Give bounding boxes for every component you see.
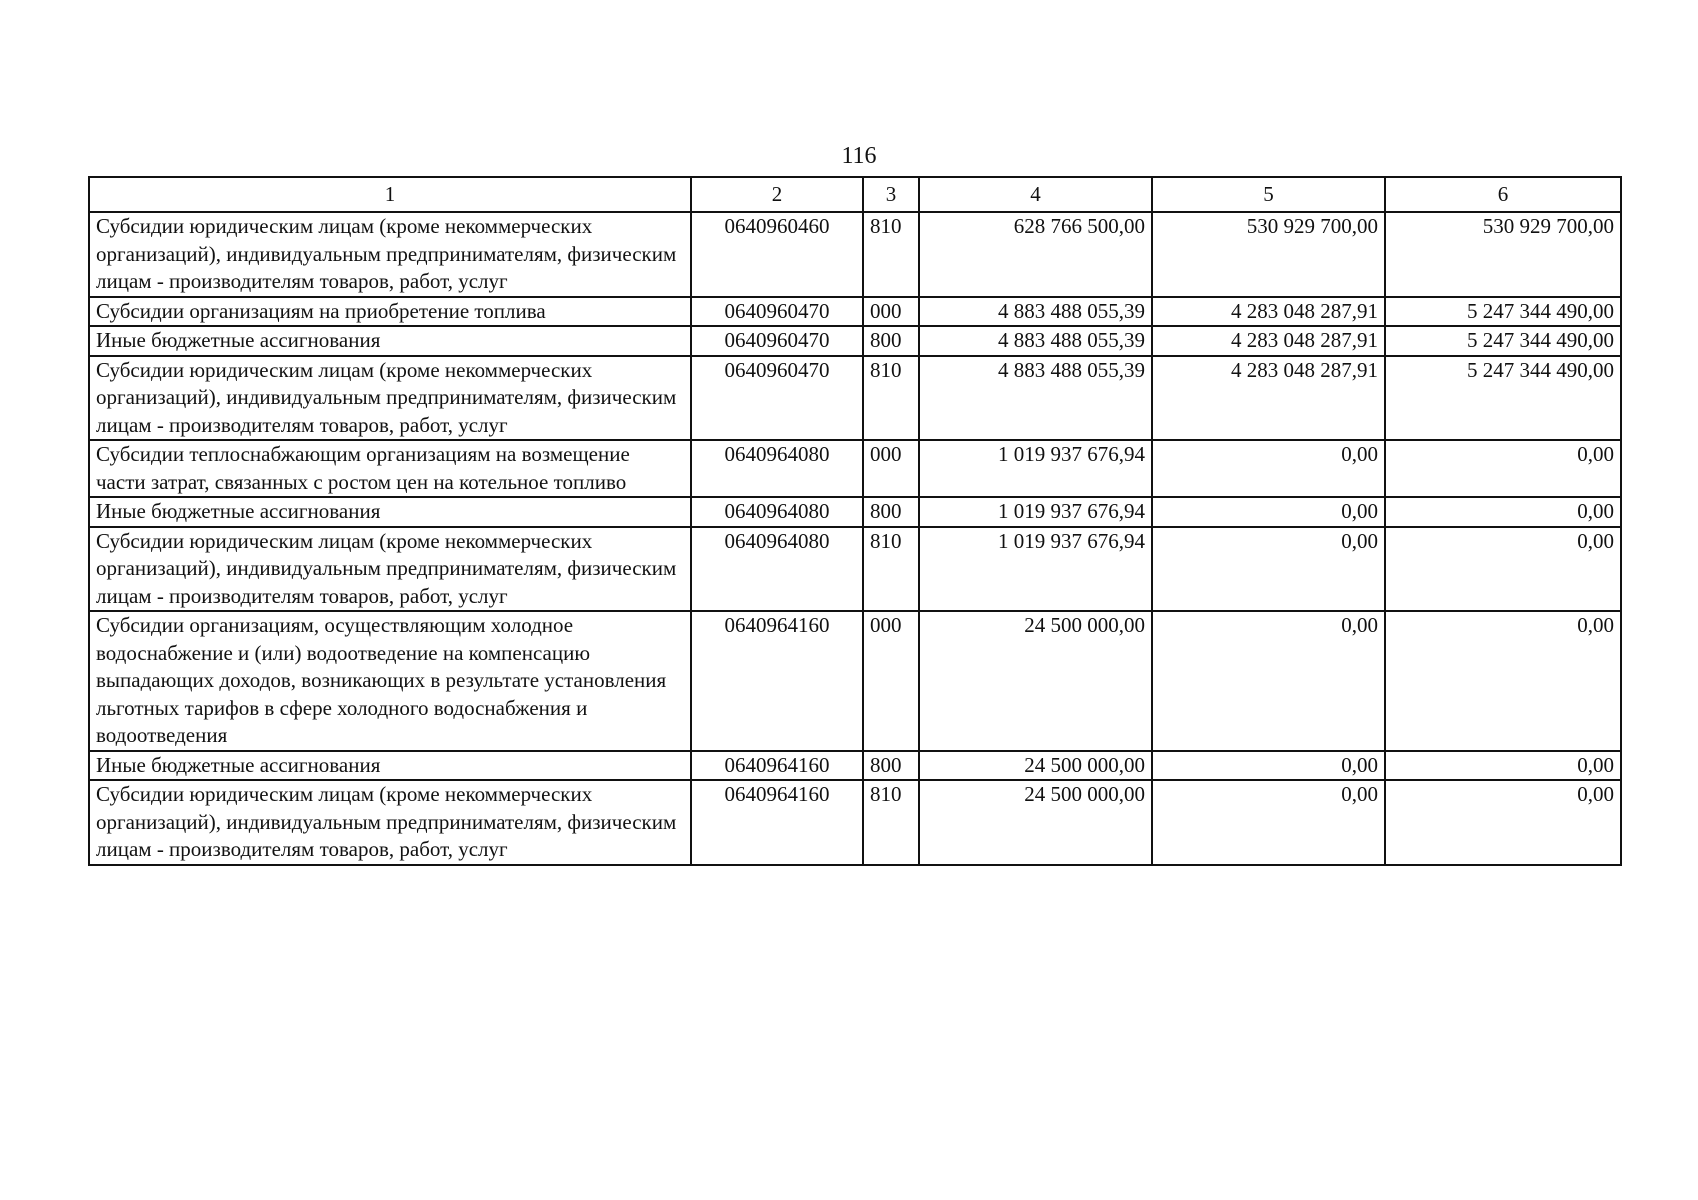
row-amount-col5: 4 283 048 287,91 — [1152, 356, 1385, 441]
row-target-code: 0640964080 — [691, 527, 863, 612]
row-amount-col4: 24 500 000,00 — [919, 780, 1152, 865]
table-row — [89, 212, 1621, 297]
row-name: Субсидии юридическим лицам (кроме некоммерческих организаций), индивидуальным предпринимателям, физическим лицам - производителям товаров, работ, услуг — [89, 780, 691, 865]
row-amount-col6: 0,00 — [1385, 497, 1621, 527]
row-expense-type: 000 — [863, 440, 919, 497]
row-expense-type: 810 — [863, 356, 919, 441]
row-target-code: 0640964160 — [691, 780, 863, 865]
row-amount-col5: 0,00 — [1152, 780, 1385, 865]
table-body — [89, 212, 1621, 865]
row-amount-col5: 0,00 — [1152, 440, 1385, 497]
row-amount-col6: 0,00 — [1385, 527, 1621, 612]
row-amount-col4: 4 883 488 055,39 — [919, 356, 1152, 441]
row-amount-col6: 0,00 — [1385, 780, 1621, 865]
row-target-code: 0640960460 — [691, 212, 863, 297]
row-name: Субсидии организациям, осуществляющим холодное водоснабжение и (или) водоотведение на компенсацию выпадающих доходов, возникающих в результате установления льготных тарифов в сфере холодного водоснабжения и водоотведения — [89, 611, 691, 751]
row-expense-type: 000 — [863, 611, 919, 751]
row-target-code: 0640964160 — [691, 751, 863, 781]
row-expense-type: 810 — [863, 780, 919, 865]
table-header — [89, 177, 1621, 212]
row-expense-type: 810 — [863, 212, 919, 297]
row-amount-col5: 0,00 — [1152, 611, 1385, 751]
row-name: Иные бюджетные ассигнования — [89, 326, 691, 356]
header-col-4: 4 — [919, 177, 1152, 212]
row-amount-col5: 0,00 — [1152, 497, 1385, 527]
header-col-6: 6 — [1385, 177, 1621, 212]
row-amount-col5: 4 283 048 287,91 — [1152, 297, 1385, 327]
row-expense-type: 810 — [863, 527, 919, 612]
row-target-code: 0640964160 — [691, 611, 863, 751]
row-target-code: 0640960470 — [691, 356, 863, 441]
budget-table — [88, 176, 1622, 866]
row-name: Иные бюджетные ассигнования — [89, 751, 691, 781]
row-name: Субсидии юридическим лицам (кроме некоммерческих организаций), индивидуальным предпринимателям, физическим лицам - производителям товаров, работ, услуг — [89, 212, 691, 297]
row-name: Иные бюджетные ассигнования — [89, 497, 691, 527]
row-expense-type: 800 — [863, 751, 919, 781]
row-amount-col6: 530 929 700,00 — [1385, 212, 1621, 297]
row-amount-col6: 0,00 — [1385, 440, 1621, 497]
row-amount-col5: 4 283 048 287,91 — [1152, 326, 1385, 356]
row-amount-col6: 5 247 344 490,00 — [1385, 326, 1621, 356]
table-row — [89, 527, 1621, 612]
table-row — [89, 297, 1621, 327]
table-row — [89, 780, 1621, 865]
row-amount-col4: 4 883 488 055,39 — [919, 297, 1152, 327]
row-amount-col4: 1 019 937 676,94 — [919, 440, 1152, 497]
row-expense-type: 800 — [863, 497, 919, 527]
header-col-3: 3 — [863, 177, 919, 212]
row-target-code: 0640960470 — [691, 326, 863, 356]
row-amount-col6: 5 247 344 490,00 — [1385, 297, 1621, 327]
row-amount-col6: 5 247 344 490,00 — [1385, 356, 1621, 441]
row-target-code: 0640964080 — [691, 497, 863, 527]
page-number: 116 — [841, 143, 877, 169]
row-name: Субсидии организациям на приобретение топлива — [89, 297, 691, 327]
row-amount-col5: 0,00 — [1152, 527, 1385, 612]
row-amount-col4: 24 500 000,00 — [919, 611, 1152, 751]
row-amount-col4: 628 766 500,00 — [919, 212, 1152, 297]
row-amount-col4: 4 883 488 055,39 — [919, 326, 1152, 356]
header-col-1: 1 — [89, 177, 691, 212]
table-row — [89, 440, 1621, 497]
row-expense-type: 800 — [863, 326, 919, 356]
row-name: Субсидии юридическим лицам (кроме некоммерческих организаций), индивидуальным предпринимателям, физическим лицам - производителям товаров, работ, услуг — [89, 356, 691, 441]
row-target-code: 0640964080 — [691, 440, 863, 497]
row-name: Субсидии теплоснабжающим организациям на возмещение части затрат, связанных с ростом цен на котельное топливо — [89, 440, 691, 497]
header-col-2: 2 — [691, 177, 863, 212]
row-amount-col5: 0,00 — [1152, 751, 1385, 781]
row-amount-col4: 1 019 937 676,94 — [919, 497, 1152, 527]
row-amount-col6: 0,00 — [1385, 751, 1621, 781]
table-row — [89, 611, 1621, 751]
table-row — [89, 356, 1621, 441]
row-target-code: 0640960470 — [691, 297, 863, 327]
row-amount-col4: 24 500 000,00 — [919, 751, 1152, 781]
table-row — [89, 497, 1621, 527]
row-expense-type: 000 — [863, 297, 919, 327]
row-amount-col5: 530 929 700,00 — [1152, 212, 1385, 297]
row-amount-col4: 1 019 937 676,94 — [919, 527, 1152, 612]
table-row — [89, 751, 1621, 781]
table-row — [89, 326, 1621, 356]
header-col-5: 5 — [1152, 177, 1385, 212]
row-name: Субсидии юридическим лицам (кроме некоммерческих организаций), индивидуальным предпринимателям, физическим лицам - производителям товаров, работ, услуг — [89, 527, 691, 612]
row-amount-col6: 0,00 — [1385, 611, 1621, 751]
header-row — [89, 177, 1621, 212]
